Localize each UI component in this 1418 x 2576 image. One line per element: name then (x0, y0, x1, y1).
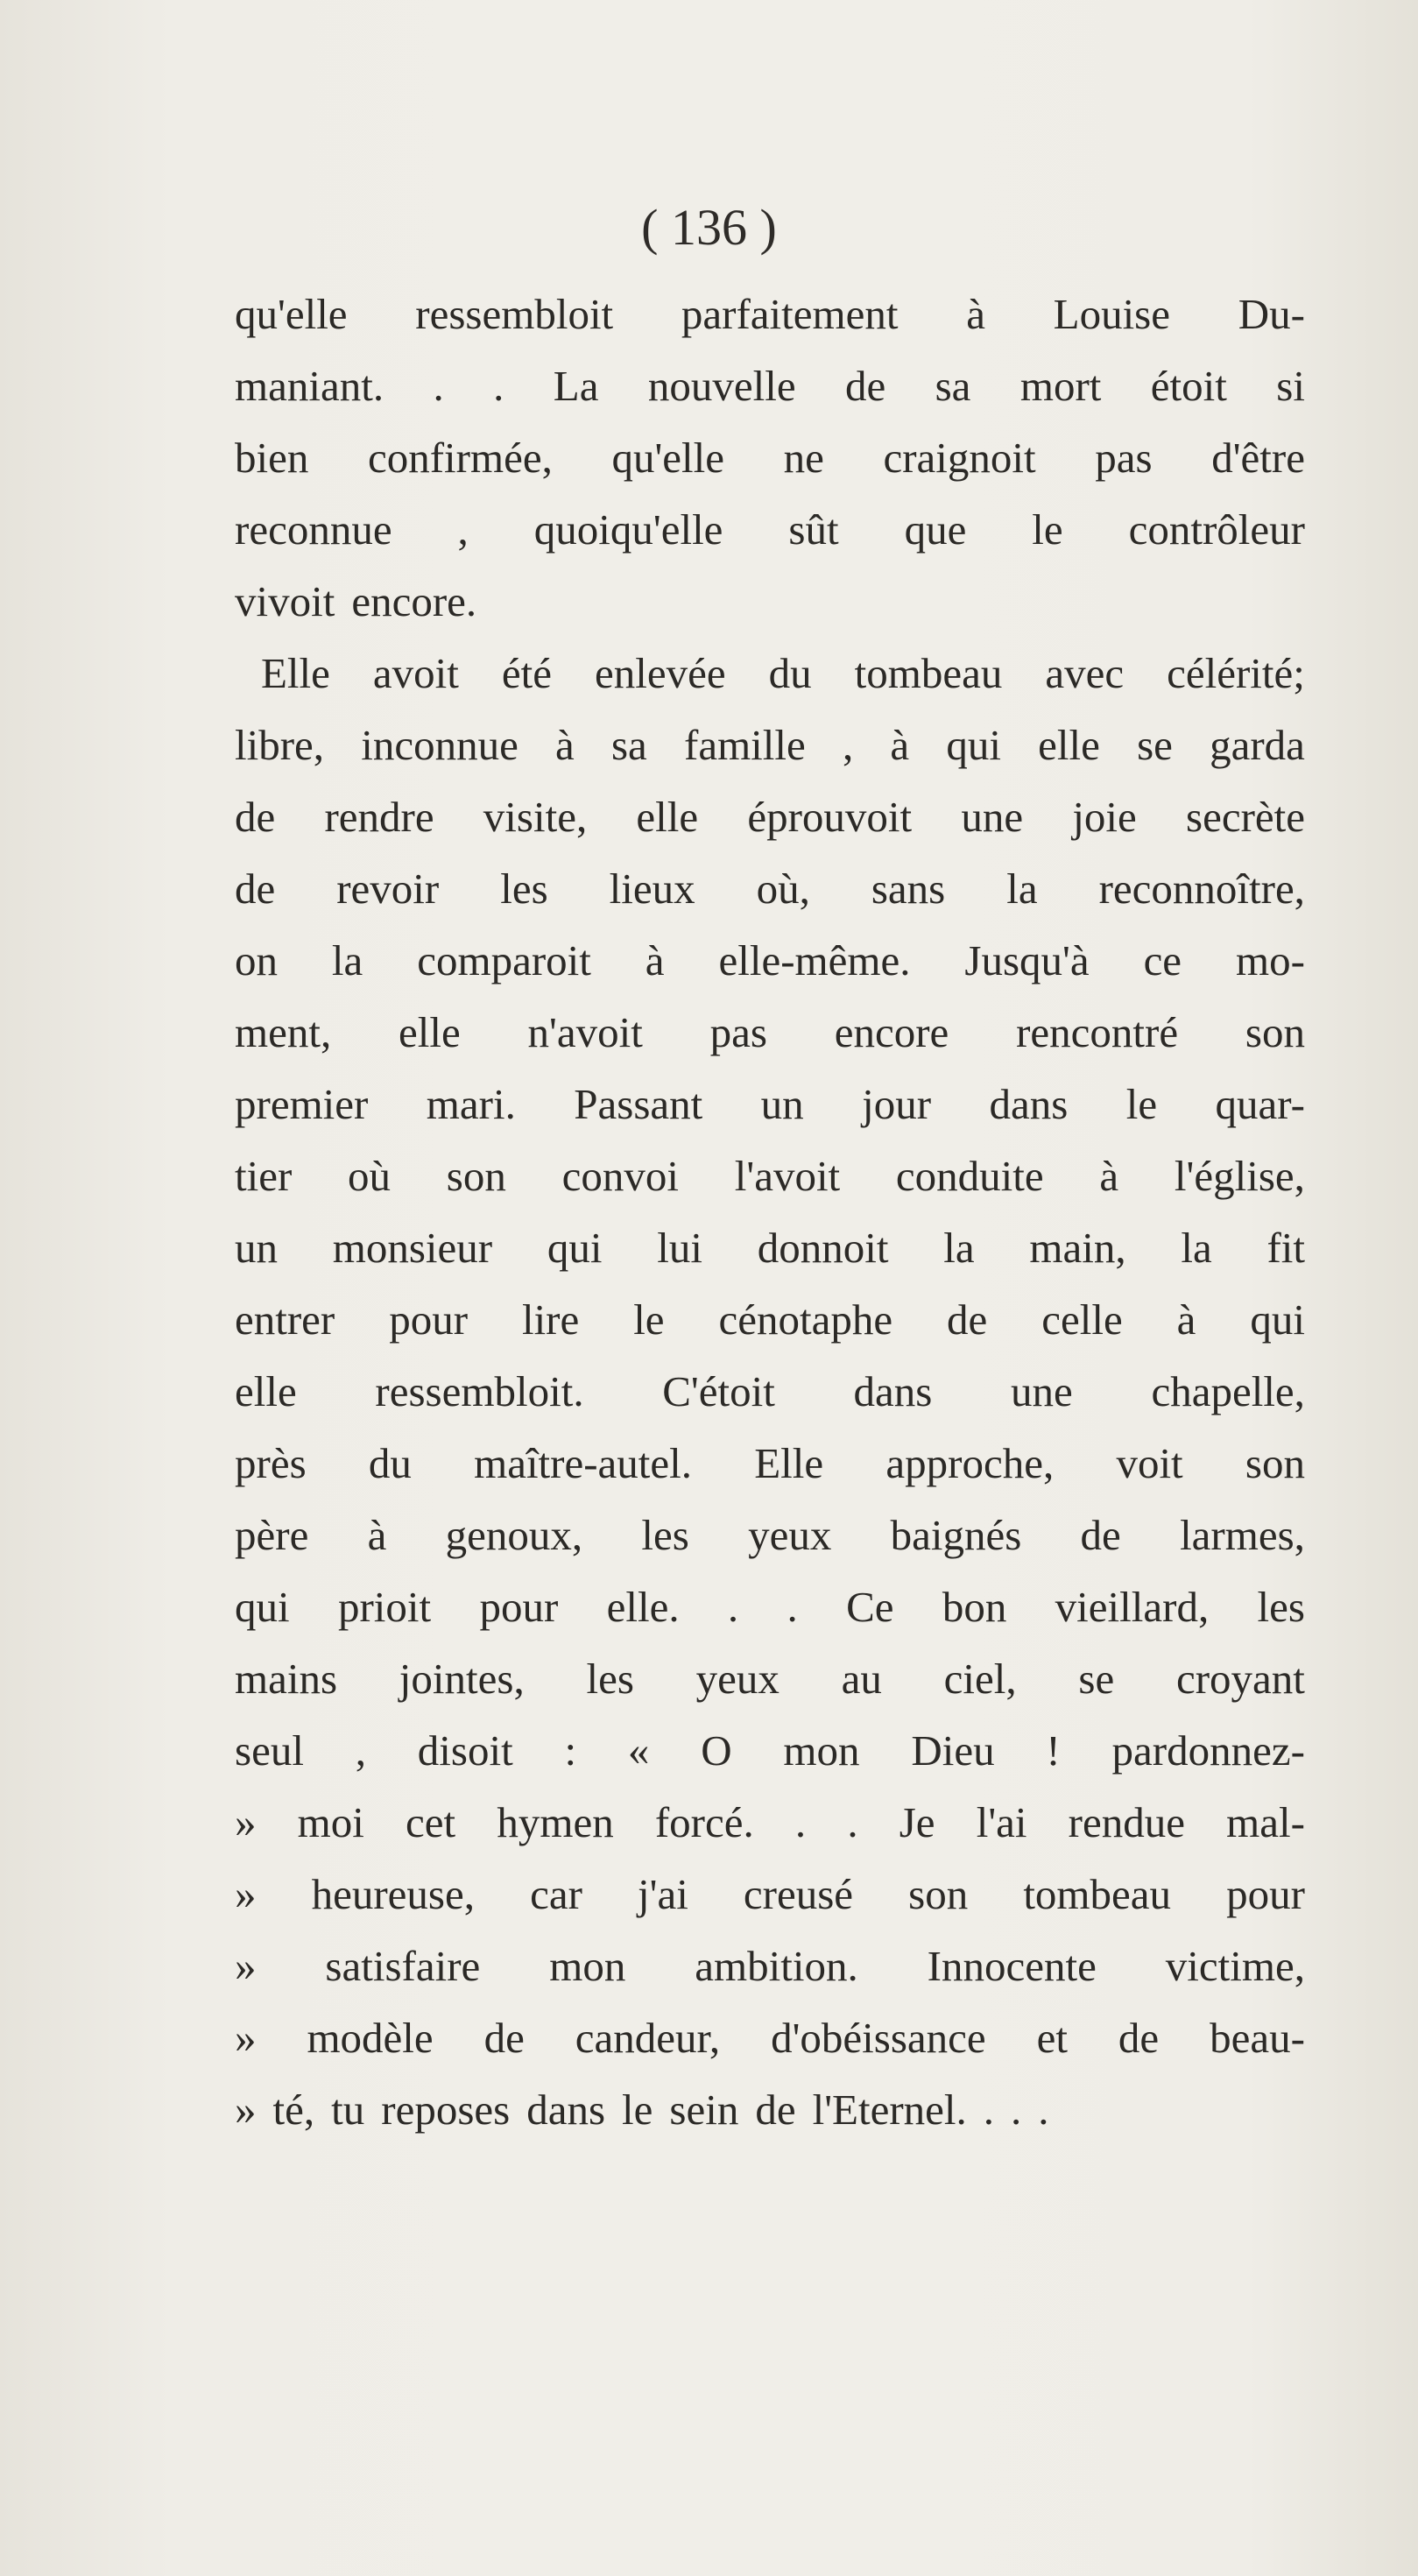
word: si (1276, 362, 1305, 410)
word: . (794, 1798, 807, 1846)
word: pour (1226, 1870, 1305, 1918)
word: qu'elle (611, 434, 725, 482)
word: mains (235, 1655, 338, 1703)
word: se (1078, 1655, 1115, 1703)
word: Ce (846, 1583, 894, 1631)
word: pour (389, 1295, 469, 1344)
word: du (768, 649, 812, 697)
word: d'être (1211, 434, 1305, 482)
word: qu'elle (235, 290, 348, 338)
word: ne (783, 434, 824, 482)
word: n'avoit (527, 1008, 643, 1056)
word: elle (235, 1367, 297, 1415)
word: croyant (1175, 1655, 1305, 1703)
word: larmes, (1180, 1511, 1305, 1559)
word: ambition. (695, 1942, 858, 1990)
word: enlevée (595, 649, 726, 697)
word: le (1032, 505, 1063, 554)
word: à (555, 721, 575, 769)
word: l'ai (976, 1798, 1027, 1846)
word: qui (547, 1224, 603, 1272)
word: heureuse, (311, 1870, 475, 1918)
word: , (355, 1726, 366, 1775)
word: Innocente (927, 1942, 1097, 1990)
word: les (500, 865, 548, 913)
word: . (983, 2086, 995, 2134)
word: maniant. (235, 362, 384, 410)
word: son (446, 1152, 506, 1200)
word: été (501, 649, 553, 697)
word: ressembloit. (375, 1367, 584, 1415)
word: d'obéissance (771, 2014, 986, 2062)
word: de (235, 793, 276, 841)
word: pardonnez- (1111, 1726, 1305, 1775)
word: Elle (261, 649, 330, 697)
word: té, (272, 2086, 315, 2134)
word: cet (406, 1798, 456, 1846)
word: Jusqu'à (964, 936, 1090, 985)
word: lui (657, 1224, 702, 1272)
word: elle (636, 793, 699, 841)
word: éprouvoit (747, 793, 913, 841)
text-line (235, 2074, 1305, 2146)
word: son (1245, 1008, 1305, 1056)
word: revoir (336, 865, 440, 913)
word: genoux, (445, 1511, 583, 1559)
word: main, (1029, 1224, 1126, 1272)
word: rencontré (1016, 1008, 1179, 1056)
word: confirmée, (367, 434, 553, 482)
word: rendue (1068, 1798, 1185, 1846)
text-line (235, 709, 1305, 781)
word: . (1011, 2086, 1022, 2134)
word: on (235, 936, 278, 985)
word: de (1118, 2014, 1160, 2062)
word: ressembloit (415, 290, 614, 338)
word: une (1011, 1367, 1073, 1415)
word: C'étoit (662, 1367, 775, 1415)
word: ment, (235, 1008, 332, 1056)
word: célérité; (1167, 649, 1305, 697)
word: parfaitement (681, 290, 899, 338)
word: joie (1072, 793, 1137, 841)
word: et (1036, 2014, 1068, 2062)
word: elle (1038, 721, 1100, 769)
word: au (841, 1655, 882, 1703)
word: Je (899, 1798, 935, 1846)
word: « (627, 1726, 650, 1775)
word: de (483, 2014, 525, 2062)
text-line (235, 1212, 1305, 1284)
word: un (235, 1224, 278, 1272)
word: reconnue (235, 505, 392, 554)
word: sa (610, 721, 647, 769)
text-line (235, 853, 1305, 925)
word: la (1006, 865, 1038, 913)
word: nouvelle (647, 362, 796, 410)
text-line (235, 1930, 1305, 2002)
word: Du- (1238, 290, 1305, 338)
word: la (1181, 1224, 1212, 1272)
word: maître-autel. (474, 1439, 693, 1487)
word: » (235, 1870, 257, 1918)
word: le (633, 1295, 665, 1344)
word: sein (669, 2086, 739, 2134)
text-line (235, 1643, 1305, 1715)
text-line (235, 1571, 1305, 1643)
word: donnoit (757, 1224, 889, 1272)
word: convoi (561, 1152, 679, 1200)
word: vieillard, (1055, 1583, 1210, 1631)
word: . (787, 1583, 798, 1631)
word: voit (1116, 1439, 1183, 1487)
word: » (235, 1942, 257, 1990)
word: qui (1250, 1295, 1305, 1344)
word: victime, (1165, 1942, 1305, 1990)
word: Dieu (911, 1726, 995, 1775)
word: pas (1095, 434, 1153, 482)
word: à (966, 290, 985, 338)
word: à (890, 721, 910, 769)
text-line (235, 494, 1305, 566)
word: encore (834, 1008, 949, 1056)
word: garda (1210, 721, 1305, 769)
word: les (1257, 1583, 1305, 1631)
word: . (493, 362, 504, 410)
word: les (641, 1511, 689, 1559)
word: de (844, 362, 886, 410)
word: mari. (426, 1080, 516, 1128)
word: dans (989, 1080, 1069, 1128)
word: l'avoit (734, 1152, 841, 1200)
word: creusé (743, 1870, 854, 1918)
word: que (904, 505, 967, 554)
text-line (235, 1715, 1305, 1787)
word: secrète (1186, 793, 1305, 841)
word: où, (756, 865, 810, 913)
word: quar- (1215, 1080, 1305, 1128)
word: se (1137, 721, 1173, 769)
word: de (947, 1295, 988, 1344)
word: ciel, (943, 1655, 1017, 1703)
word: approche, (885, 1439, 1055, 1487)
word: près (235, 1439, 307, 1487)
word: quoiqu'elle (533, 505, 723, 554)
word: lieux (609, 865, 695, 913)
word: ! (1046, 1726, 1061, 1775)
text-line (235, 279, 1305, 350)
word: lire (521, 1295, 580, 1344)
word: craignoit (883, 434, 1036, 482)
word: mon (549, 1942, 626, 1990)
word: qui (235, 1583, 290, 1631)
page-number: ( 136 ) (641, 199, 777, 256)
word: famille (684, 721, 806, 769)
word: l'église, (1174, 1152, 1305, 1200)
word: celle (1041, 1295, 1123, 1344)
word: beau- (1210, 2014, 1305, 2062)
word: à (1099, 1152, 1119, 1200)
text-body (235, 279, 1305, 2146)
word: disoit (417, 1726, 513, 1775)
word: j'ai (638, 1870, 688, 1918)
word: elle. (606, 1583, 680, 1631)
word: » (235, 2014, 257, 2062)
word: » (235, 1798, 257, 1846)
word: chapelle, (1151, 1367, 1305, 1415)
word: modèle (307, 2014, 434, 2062)
word: tu (331, 2086, 365, 2134)
word: fit (1266, 1224, 1305, 1272)
text-line (235, 1356, 1305, 1428)
word: prioit (337, 1583, 432, 1631)
word: avoit (372, 649, 459, 697)
word: . (433, 362, 444, 410)
word: dans (526, 2086, 606, 2134)
word: le (622, 2086, 653, 2134)
word: la (943, 1224, 975, 1272)
word: premier (235, 1080, 369, 1128)
text-line (235, 997, 1305, 1069)
word: l'Eternel. (812, 2086, 967, 2134)
text-line (235, 1284, 1305, 1356)
text-line (235, 1787, 1305, 1859)
word: sans (871, 865, 946, 913)
word: pour (479, 1583, 559, 1631)
word: elle (399, 1008, 461, 1056)
word: : (564, 1726, 577, 1775)
word: avec (1045, 649, 1125, 697)
word: , (842, 721, 854, 769)
word: à (367, 1511, 387, 1559)
word: les (586, 1655, 634, 1703)
word: rendre (324, 793, 434, 841)
text-line (235, 925, 1305, 997)
word: bien (235, 434, 309, 482)
word: père (235, 1511, 309, 1559)
word: du (368, 1439, 412, 1487)
word: la (331, 936, 363, 985)
word: . (727, 1583, 739, 1631)
word: le (1125, 1080, 1158, 1128)
word: satisfaire (325, 1942, 481, 1990)
word: sa (935, 362, 971, 410)
word: une (961, 793, 1024, 841)
text-line (235, 1428, 1305, 1500)
word: son (1245, 1439, 1305, 1487)
word: mo- (1235, 936, 1305, 985)
word: elle-même. (718, 936, 911, 985)
word: sût (788, 505, 839, 554)
word: un (760, 1080, 804, 1128)
word: à (1176, 1295, 1196, 1344)
word: où (348, 1152, 392, 1200)
word: jour (862, 1080, 932, 1128)
word: mon (783, 1726, 860, 1775)
word: hymen (497, 1798, 614, 1846)
word: reconnoître, (1098, 865, 1305, 913)
word: mal- (1226, 1798, 1305, 1846)
text-line (235, 1140, 1305, 1212)
word: vivoit (235, 577, 335, 625)
word: seul (235, 1726, 304, 1775)
word: baignés (890, 1511, 1022, 1559)
text-line (235, 350, 1305, 422)
word: tier (235, 1152, 293, 1200)
text-line (235, 566, 1305, 638)
word: reposes (381, 2086, 511, 2134)
word: candeur, (575, 2014, 721, 2062)
word: moi (297, 1798, 364, 1846)
word: visite, (483, 793, 588, 841)
text-line (235, 1859, 1305, 1930)
text-line (235, 1069, 1305, 1140)
word: mort (1019, 362, 1102, 410)
text-line (235, 1500, 1305, 1571)
word: de (1080, 1511, 1121, 1559)
word: tombeau (854, 649, 1003, 697)
text-line (235, 422, 1305, 494)
word: ce (1143, 936, 1182, 985)
word: son (908, 1870, 969, 1918)
text-line (235, 2002, 1305, 2074)
word: O (701, 1726, 732, 1775)
word: étoit (1150, 362, 1227, 410)
word: La (553, 362, 599, 410)
word: comparoit (417, 936, 591, 985)
word: de (235, 865, 276, 913)
word: yeux (748, 1511, 832, 1559)
word: jointes, (399, 1655, 525, 1703)
word: cénotaphe (718, 1295, 893, 1344)
word: forcé. (654, 1798, 754, 1846)
word: dans (853, 1367, 933, 1415)
word: Louise (1053, 290, 1171, 338)
word: bon (942, 1583, 1007, 1631)
word: yeux (695, 1655, 780, 1703)
word: contrôleur (1128, 505, 1305, 554)
word: de (755, 2086, 796, 2134)
text-line (235, 638, 1305, 709)
word: encore. (351, 577, 477, 625)
word: à (645, 936, 665, 985)
word: entrer (235, 1295, 335, 1344)
word: . (1038, 2086, 1049, 2134)
word: inconnue (361, 721, 519, 769)
word: pas (709, 1008, 767, 1056)
word: » (235, 2086, 257, 2134)
word: Elle (754, 1439, 824, 1487)
word: , (457, 505, 469, 554)
word: qui (946, 721, 1001, 769)
text-line (235, 781, 1305, 853)
word: . (847, 1798, 858, 1846)
word: tombeau (1023, 1870, 1172, 1918)
word: conduite (895, 1152, 1044, 1200)
word: libre, (235, 721, 325, 769)
word: monsieur (332, 1224, 493, 1272)
word: Passant (574, 1080, 703, 1128)
word: car (530, 1870, 582, 1918)
